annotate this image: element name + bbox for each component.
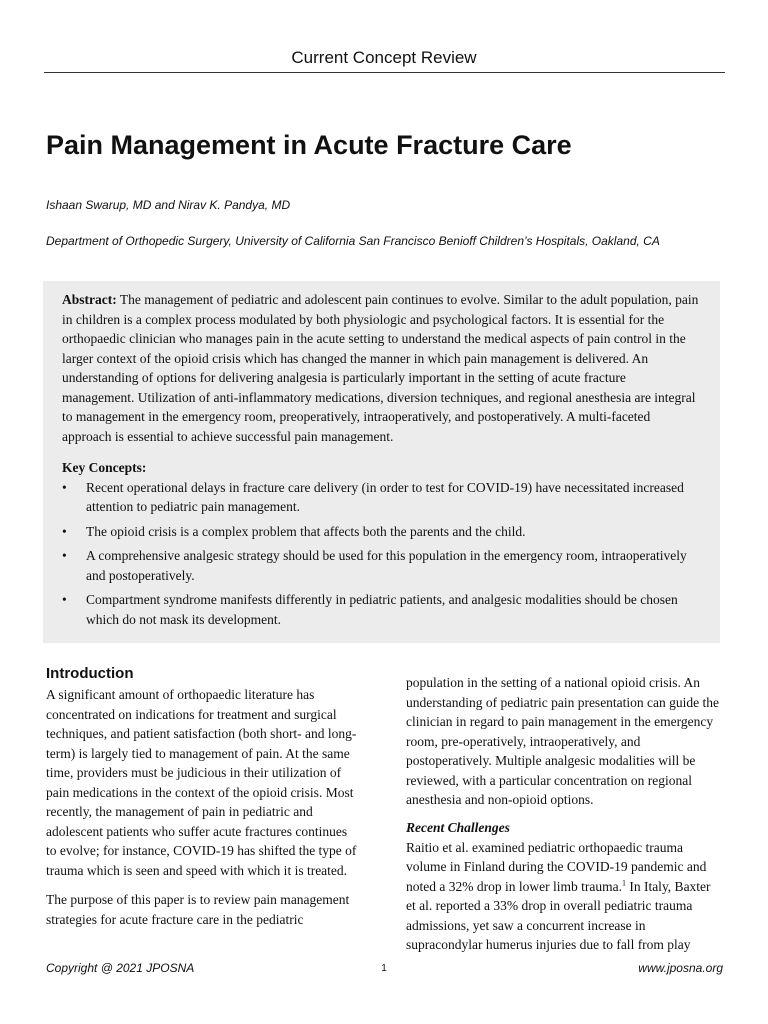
introduction-paragraph-2: The purpose of this paper is to review pain management strategies for acute fracture care in the pediatric <box>46 892 350 927</box>
running-header: Current Concept Review <box>291 48 477 67</box>
bullet-icon: • <box>62 592 67 607</box>
bullet-icon: • <box>62 479 67 495</box>
citation-ref[interactable]: 1 <box>621 878 626 887</box>
abstract-label: Abstract: <box>62 292 117 307</box>
key-concept-text: Recent operational delays in fracture care delivery (in order to test for COVID-19) have necessitated increased attention to pediatric pain management. <box>86 479 684 514</box>
key-concepts-title: Key Concepts: <box>62 460 147 475</box>
article-authors: Ishaan Swarup, MD and Nirav K. Pandya, MD <box>46 198 291 212</box>
key-concept-item <box>62 522 701 542</box>
introduction-paragraph-1: A significant amount of orthopaedic literature has concentrated on indications for treatment and surgical techniques, and patient satisfaction (both short- and long-term) is largely tied to management of pain. At the same time, providers must be judicious in their utilization of pain medications in the context of the opioid crisis. Most recently, the management of pain in pediatric and adolescent patients who suffer acute fractures continues to evolve; for instance, COVID-19 has shifted the type of trauma which is seen and speed with which it is treated. <box>46 687 357 878</box>
left-column <box>46 664 359 929</box>
right-column <box>406 673 723 955</box>
abstract-box <box>43 281 720 643</box>
abstract-paragraph <box>62 290 701 446</box>
key-concept-text: A comprehensive analgesic strategy should be used for this population in the emergency room, intraoperatively and postoperatively. <box>86 548 687 583</box>
key-concept-item <box>62 478 701 517</box>
article-title: Pain Management in Acute Fracture Care <box>46 130 572 160</box>
bullet-icon: • <box>62 548 67 563</box>
article-affiliation: Department of Orthopedic Surgery, University of California San Francisco Benioff Children’s Hospitals, Oakland, CA <box>46 234 660 248</box>
key-concept-text: The opioid crisis is a complex problem that affects both the parents and the child. <box>86 523 526 539</box>
introduction-paragraph-2-continued: population in the setting of a national opioid crisis. An understanding of pediatric pain presentation can guide the clinician in regard to pain management in the emergency room, pre-operatively, intraoperatively, and postoperatively. Multiple analgesic modalities will be reviewed, with a particular concentration on regional anesthesia and non-opioid options. <box>406 675 720 807</box>
bullet-icon: • <box>62 523 67 539</box>
key-concepts-list <box>62 478 701 630</box>
key-concept-item <box>62 590 701 629</box>
recent-challenges-text-a: Raitio et al. examined pediatric orthopaedic trauma volume in Finland during the COVID-19 pandemic and noted a 32% drop in lower limb trauma. <box>406 839 707 894</box>
recent-challenges-text-b: In Italy, Baxter et al. reported a 33% drop in overall pediatric trauma admissions, yet saw a concurrent increase in supracondylar humerus injuries due to fall from play <box>406 878 711 952</box>
abstract-text: The management of pediatric and adolescent pain continues to evolve. Similar to the adult population, pain in children is a complex process modulated by both physiologic and psychological factors. It is essential for the orthopaedic clinician who manages pain in the acute setting to understand the medical aspects of pain control in the larger context of the opioid crisis which has changed the manner in which pain management is delivered. An understanding of options for delivering analgesia is particularly important in the setting of acute fracture management. Utilization of anti-inflammatory medications, diversion techniques, and regional anesthesia are integral to management in the emergency room, preoperatively, intraoperatively, and postoperatively. A multi-faceted approach is essential to achieve successful pain management. <box>62 292 699 444</box>
introduction-heading: Introduction <box>46 665 134 682</box>
footer-page-number: 1 <box>381 963 387 974</box>
footer-website[interactable]: www.jposna.org <box>638 961 723 975</box>
recent-challenges-heading: Recent Challenges <box>406 819 510 835</box>
recent-challenges-paragraph <box>406 838 723 955</box>
key-concept-item <box>62 546 701 585</box>
header-divider <box>44 72 725 73</box>
key-concept-text: Compartment syndrome manifests differently in pediatric patients, and analgesic modalities should be chosen which do not mask its development. <box>86 592 678 627</box>
footer-copyright: Copyright @ 2021 JPOSNA <box>46 961 195 975</box>
